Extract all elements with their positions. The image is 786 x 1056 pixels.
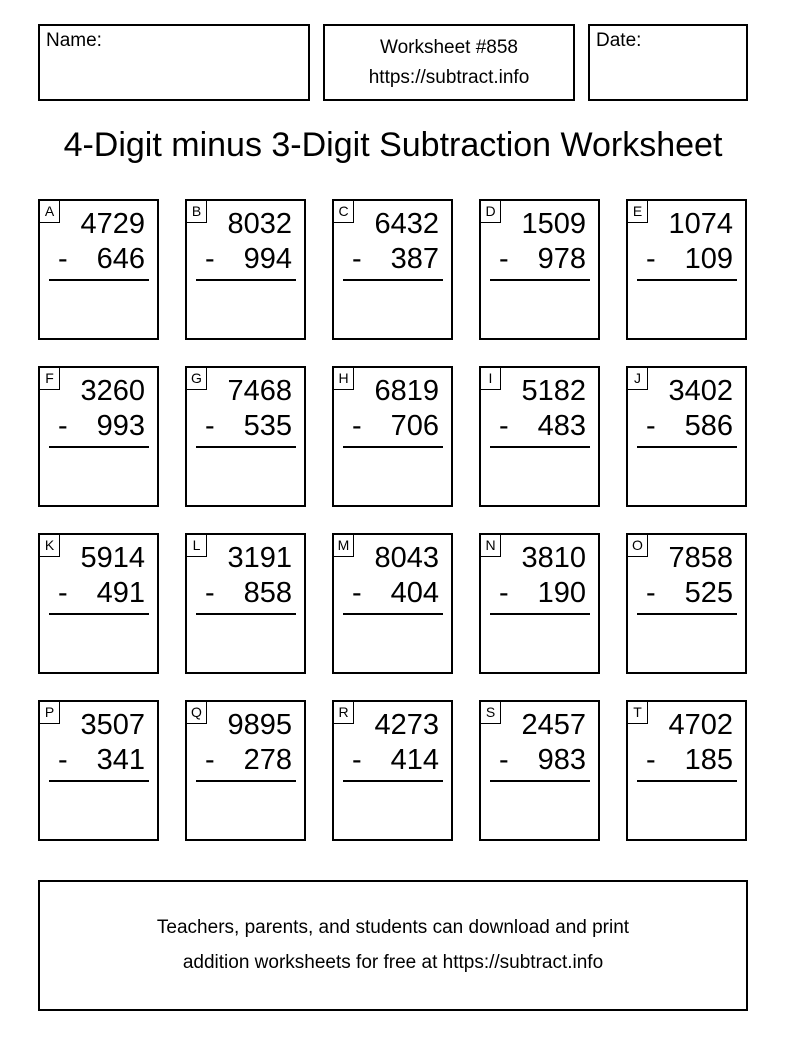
subtrahend: 586 (684, 410, 733, 442)
answer-line (637, 613, 737, 615)
problem-card[interactable] (185, 199, 306, 340)
minus-sign: - (58, 744, 68, 776)
subtrahend: 341 (96, 744, 145, 776)
minuend: 3191 (227, 542, 292, 574)
minuend: 3507 (80, 709, 145, 741)
minuend: 7858 (668, 542, 733, 574)
minus-sign: - (205, 744, 215, 776)
answer-line (637, 446, 737, 448)
answer-line (49, 279, 149, 281)
answer-line (343, 446, 443, 448)
answer-line (49, 780, 149, 782)
minus-sign: - (646, 744, 656, 776)
subtrahend: 646 (96, 243, 145, 275)
minus-sign: - (352, 744, 362, 776)
problem-card[interactable] (626, 366, 747, 507)
problem-card[interactable] (38, 199, 159, 340)
minus-sign: - (205, 243, 215, 275)
minus-sign: - (58, 243, 68, 275)
answer-line (343, 279, 443, 281)
problem-card[interactable] (332, 366, 453, 507)
problem-label: O (628, 535, 648, 557)
subtrahend: 858 (243, 577, 292, 609)
problem-label: C (334, 201, 354, 223)
page-title: 4-Digit minus 3-Digit Subtraction Worksheet (63, 126, 723, 164)
minus-sign: - (58, 410, 68, 442)
problem-label: M (334, 535, 354, 557)
footer-line-1: Teachers, parents, and students can download and print (156, 917, 630, 938)
problem-card[interactable] (332, 199, 453, 340)
minus-sign: - (205, 577, 215, 609)
date-label: Date: (596, 30, 642, 51)
subtrahend: 190 (537, 577, 586, 609)
problem-card[interactable] (185, 533, 306, 674)
problem-label: A (40, 201, 60, 223)
subtrahend: 978 (537, 243, 586, 275)
answer-line (490, 446, 590, 448)
problem-card[interactable] (332, 533, 453, 674)
problem-label: S (481, 702, 501, 724)
answer-line (490, 780, 590, 782)
subtrahend: 483 (537, 410, 586, 442)
answer-line (196, 780, 296, 782)
minuend: 4273 (374, 709, 439, 741)
answer-line (343, 613, 443, 615)
answer-line (49, 613, 149, 615)
problem-label: P (40, 702, 60, 724)
minuend: 6819 (374, 375, 439, 407)
minus-sign: - (499, 577, 509, 609)
minus-sign: - (58, 577, 68, 609)
problem-label: K (40, 535, 60, 557)
problem-label: T (628, 702, 648, 724)
problem-card[interactable] (38, 700, 159, 841)
problem-label: G (187, 368, 207, 390)
problem-card[interactable] (479, 700, 600, 841)
problem-label: L (187, 535, 207, 557)
problem-card[interactable] (38, 533, 159, 674)
subtrahend: 404 (390, 577, 439, 609)
minus-sign: - (352, 577, 362, 609)
subtrahend: 414 (390, 744, 439, 776)
minus-sign: - (205, 410, 215, 442)
problem-card[interactable] (626, 533, 747, 674)
worksheet-number: Worksheet #858 (379, 37, 518, 58)
subtrahend: 185 (684, 744, 733, 776)
minus-sign: - (352, 410, 362, 442)
minuend: 3402 (668, 375, 733, 407)
problem-label: B (187, 201, 207, 223)
subtrahend: 993 (96, 410, 145, 442)
problem-card[interactable] (479, 366, 600, 507)
minus-sign: - (499, 744, 509, 776)
answer-line (343, 780, 443, 782)
problem-card[interactable] (185, 366, 306, 507)
answer-line (490, 613, 590, 615)
name-field[interactable] (38, 24, 310, 101)
minuend: 8032 (227, 208, 292, 240)
problem-label: F (40, 368, 60, 390)
problem-card[interactable] (626, 700, 747, 841)
problem-card[interactable] (479, 199, 600, 340)
problem-label: R (334, 702, 354, 724)
worksheet-url: https://subtract.info (368, 67, 530, 88)
problem-card[interactable] (479, 533, 600, 674)
minus-sign: - (646, 577, 656, 609)
minus-sign: - (352, 243, 362, 275)
problem-label: D (481, 201, 501, 223)
minuend: 4729 (80, 208, 145, 240)
subtrahend: 535 (243, 410, 292, 442)
problem-card[interactable] (626, 199, 747, 340)
minuend: 9895 (227, 709, 292, 741)
problem-label: I (481, 368, 501, 390)
answer-line (49, 446, 149, 448)
name-label: Name: (46, 30, 102, 51)
minuend: 8043 (374, 542, 439, 574)
minus-sign: - (646, 243, 656, 275)
subtrahend: 706 (390, 410, 439, 442)
problem-label: J (628, 368, 648, 390)
subtrahend: 387 (390, 243, 439, 275)
problem-label: E (628, 201, 648, 223)
minuend: 4702 (668, 709, 733, 741)
subtrahend: 278 (243, 744, 292, 776)
answer-line (637, 780, 737, 782)
answer-line (196, 279, 296, 281)
problem-label: H (334, 368, 354, 390)
minuend: 3260 (80, 375, 145, 407)
minuend: 7468 (227, 375, 292, 407)
subtrahend: 983 (537, 744, 586, 776)
footer-note (38, 880, 748, 1011)
minus-sign: - (646, 410, 656, 442)
worksheet-info-box (323, 24, 575, 101)
subtrahend: 491 (96, 577, 145, 609)
problem-card[interactable] (185, 700, 306, 841)
date-field[interactable] (588, 24, 748, 101)
answer-line (196, 613, 296, 615)
answer-line (490, 279, 590, 281)
minuend: 1509 (521, 208, 586, 240)
minus-sign: - (499, 243, 509, 275)
subtrahend: 525 (684, 577, 733, 609)
minuend: 1074 (668, 208, 733, 240)
footer-line-2: addition worksheets for free at https://subtract.info (182, 952, 604, 973)
problem-card[interactable] (332, 700, 453, 841)
minuend: 3810 (521, 542, 586, 574)
problem-card[interactable] (38, 366, 159, 507)
minus-sign: - (499, 410, 509, 442)
problem-label: Q (187, 702, 207, 724)
answer-line (637, 279, 737, 281)
minuend: 2457 (521, 709, 586, 741)
answer-line (196, 446, 296, 448)
subtrahend: 109 (684, 243, 733, 275)
problem-label: N (481, 535, 501, 557)
minuend: 5914 (80, 542, 145, 574)
subtrahend: 994 (243, 243, 292, 275)
minuend: 5182 (521, 375, 586, 407)
minuend: 6432 (374, 208, 439, 240)
